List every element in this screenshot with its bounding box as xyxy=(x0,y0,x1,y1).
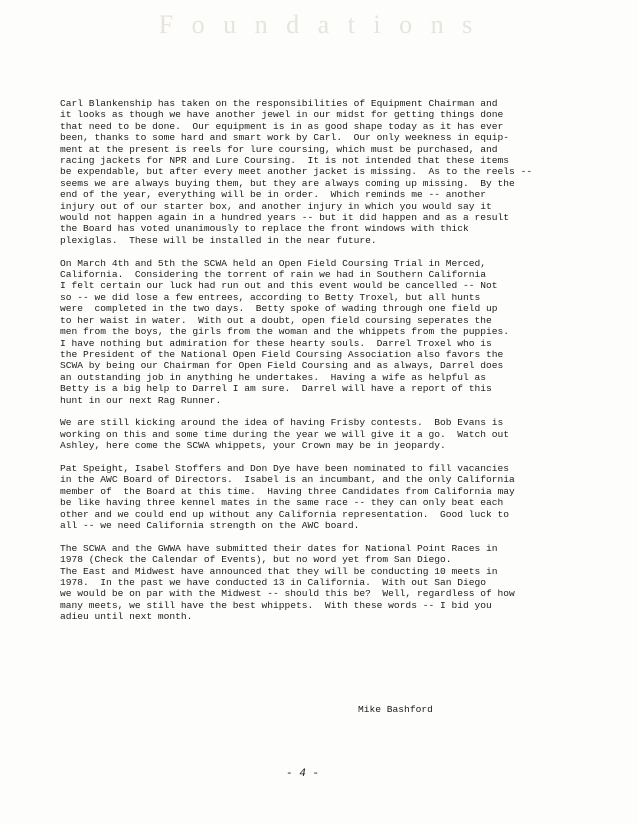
text-line: in the AWC Board of Directors. Isabel is an incumbant, and the only California xyxy=(60,474,515,486)
text-line: so -- we did lose a few entrees, according to Betty Troxel, but all hunts xyxy=(60,291,481,303)
text-line: I have nothing but admiration for these hearty souls. Darrel Troxel who is xyxy=(60,337,492,349)
header-bleed-through: F o u n d a t i o n s xyxy=(158,10,479,39)
text-line: Carl Blankenship has taken on the responsibilities of Equipment Chairman and xyxy=(60,98,498,109)
text-line: racing jackets for NPR and Lure Coursing. It is not intended that these items xyxy=(60,155,510,167)
text-line: be like having three kennel mates in the same race -- they can only beat each xyxy=(60,497,504,509)
text-line: Betty is a big help to Darrel I am sure. Darrel will have a report of this xyxy=(60,383,492,395)
text-line: were completed in the two days. Betty spoke of wading through one field up xyxy=(60,303,498,315)
text-line: working on this and some time during the year we will give it a go. Watch out xyxy=(60,428,510,440)
letter-body xyxy=(60,98,620,634)
text-line: would not happen again in a hundred years -- but it did happen and as a result xyxy=(60,212,510,224)
text-line: injury out of our starter box, and another injury in which you would say it xyxy=(60,200,492,212)
text-line: SCWA by being our Chairman for Open Field Coursing and as always, Darrel does xyxy=(60,360,504,372)
text-line: seems we are always buying them, but they are always coming up missing. By the xyxy=(60,177,515,189)
paragraph xyxy=(60,258,620,406)
paragraph xyxy=(60,98,620,246)
text-line: adieu until next month. xyxy=(60,611,193,623)
text-line: that need to be done. Our equipment is in as good shape today as it has ever xyxy=(60,120,504,132)
paragraph xyxy=(60,417,620,451)
paragraph xyxy=(60,543,620,623)
text-line: I felt certain our luck had run out and this event would be cancelled -- Not xyxy=(60,280,498,292)
signature: Mike Bashford xyxy=(358,704,433,715)
text-line: all -- we need California strength on the AWC board. xyxy=(60,519,360,531)
text-line: California. Considering the torrent of rain we had in Southern California xyxy=(60,269,487,281)
text-line: end of the year, everything will be in order. Which reminds me -- another xyxy=(60,189,487,201)
text-line: to her waist in water. With out a doubt, open field coursing seperates the xyxy=(60,314,492,326)
text-line: On March 4th and 5th the SCWA held an Open Field Coursing Trial in Merced, xyxy=(60,257,487,269)
text-line: many meets, we still have the best whippets. With these words -- I bid you xyxy=(60,599,492,611)
text-line: The East and Midwest have announced that they will be conducting 10 meets in xyxy=(60,565,498,577)
text-line: 1978 (Check the Calendar of Events), but no word yet from San Diego. xyxy=(60,554,452,566)
text-line: Ashley, here come the SCWA whippets, your Crown may be in jeopardy. xyxy=(60,440,446,452)
text-line: the President of the National Open Field Coursing Association also favors the xyxy=(60,348,504,360)
text-line: member of the Board at this time. Having three Candidates from California may xyxy=(60,485,515,497)
text-line: plexiglas. These will be installed in the near future. xyxy=(60,234,377,246)
text-line: an outstanding job in anything he undertakes. Having a wife as helpful as xyxy=(60,371,487,383)
text-line: The SCWA and the GWWA have submitted their dates for National Point Races in xyxy=(60,542,498,554)
text-line: it looks as though we have another jewel in our midst for getting things done xyxy=(60,109,504,121)
text-line: men from the boys, the girls from the woman and the whippets from the puppies. xyxy=(60,326,510,338)
text-line: be expendable, but after every meet another jacket is missing. As to the reels -- xyxy=(60,166,533,178)
text-line: hunt in our next Rag Runner. xyxy=(60,394,222,406)
text-line: we would be on par with the Midwest -- should this be? Well, regardless of how xyxy=(60,588,515,600)
text-line: ment at the present is reels for lure coursing, which must be purchased, and xyxy=(60,143,498,155)
text-line: We are still kicking around the idea of having Frisby contests. Bob Evans is xyxy=(60,417,504,429)
text-line: 1978. In the past we have conducted 13 in California. With out San Diego xyxy=(60,577,487,588)
paragraph xyxy=(60,463,620,531)
text-line: other and we could end up without any California representation. Good luck to xyxy=(60,508,510,520)
text-line: the Board has voted unanimously to replace the front windows with thick xyxy=(60,223,469,235)
text-line: Pat Speight, Isabel Stoffers and Don Dye have been nominated to fill vacancies xyxy=(60,462,510,474)
text-line: been, thanks to some hard and smart work by Carl. Our only weekness in equip- xyxy=(60,132,510,144)
page-number: - 4 - xyxy=(286,768,320,780)
